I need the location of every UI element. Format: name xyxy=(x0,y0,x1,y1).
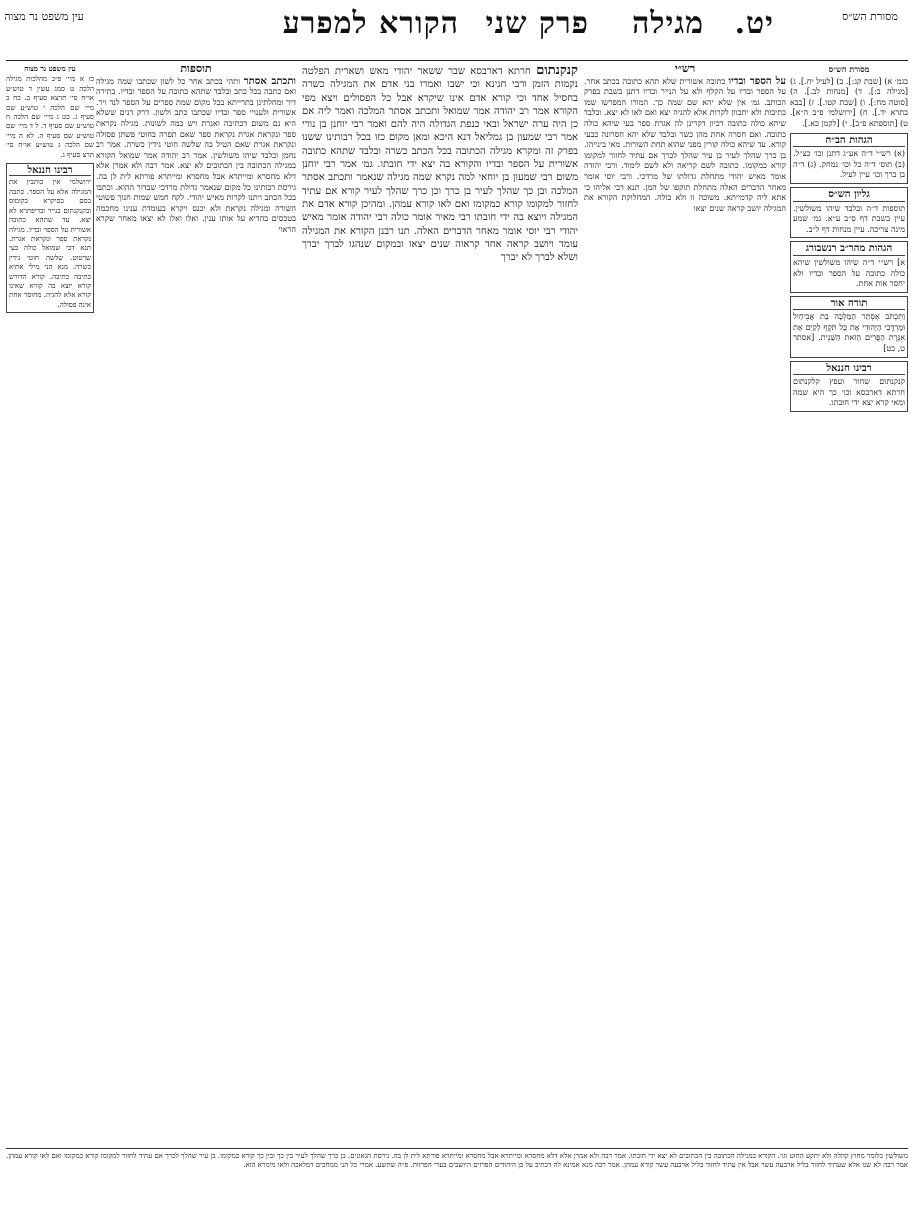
hagahot-maharav-box xyxy=(790,241,908,292)
right-margin-column xyxy=(790,64,908,1144)
rashi-title: רש״י xyxy=(674,64,696,75)
running-title-chapter-name: הקורא למפרע xyxy=(282,6,459,41)
tosafot-dibur-hamatchil: ותכתב אסתר xyxy=(243,75,296,87)
gilyon-hashas-text: תוספות ד״ה ובלבד שיהו משולשין. עיין בשבת דף ס״ב ע״א. גמ׳ שמע מינה צריכה. עיין מנחות דף ל״ב. xyxy=(793,203,905,234)
rabbeinu-chananel-right-text: קנקנתום שחור ועפץ קלקנתום חרתא דארבסא וכו׳ כך היא שמה ומאי קרא יצא ידי חובתו. xyxy=(793,377,905,408)
footnotes-section: משולשין כלומר מחוץ קהלה ולא יתקע החוט וגו׳. הקורא במגילה הכתובה בין הכתובים לא יצא ידי חובתו. אמר רבה ולא אמרן אלא דלא מחסרא ומייתרא אבל מחסרא ומייתרא פורתא לית לן בה. גירסת הגאונים. בן כרך שהלך לעיר בין כך ובין כך קורא כמקומו. בן עיר שהלך לכרך אם עתיד לחזור למקומו קורא כמקומו ואם לאו קורא עמהן. אמר רבה לא שנו אלא שעתיד לחזור בליל ארבעה עשר אבל אין עתיד לחזור בליל ארבעה עשר קורא עמהן. אמר רבה מנא אמינא לה דכתיב על כן היהודים הפרזים היושבים בערי הפרזות. פ״ה שתשע. אמרי כל הני ממחכים דמלאכה ולאו מימרא הוא. xyxy=(6,1148,908,1204)
header-rule xyxy=(6,60,908,61)
hagahot-maharav-title: הגהות מהר״ב רנשבורג xyxy=(793,244,905,256)
rashi-text: כתובה אשורית שלא תהא כתובה בכתב אחר. על הספר ובדיו על הקלף ולא על הנייר ובדיו דתנן בשבת בפרק הכותב. גמ׳ אין שלא יהא שם שמה כך. המורו המפרשו שמו בתיבות ולא יתכוון לקרות אלא להגיה יצא ואם לאו לא יצא. ובלבד שיהא כולה כתובה דכיון דקרינן לה אגרת ספר בעי שיהא כולה כתובה. ואם חסרה אחת מהן כשר ובלבד שלא יהא חסרונה כבעי קורא. עד שיהא כולה קורין מפני שהוא תחת השורות. מאי בינייהו. בן כרך שהלך לעיר בן עיר שהלך לכרך אם עתיד לחזור למקומו קורא כמקומו. כתובה לשם קריאה ולא לשם לימוד. ורבי יהודה אומר מאיש יהודי מתחלת גדולתו של מרדכי. ורבי יוסי אומר מאחר הדברים האלה מתחלת תוקפו של המן. תנא דבי אליהו כי אתא ליה קדמייתא. משוכה זו ולא כולה. המחלוקת הקורא את המגילה יושב קראה שנים יצאו xyxy=(584,76,786,213)
tosafot-text: ותהי בכתב אחר כל לשון שכתבו שמה מגילה ואם כתבה בכל כתב ובלבד שתהא כתובה על הספר ובדיו. בתירה דיר ומחלתינן בתרייתא בכל מקום שמת ספרים על הספר לנד ויר. אשורית ולענויי ספר ובדיו שכתבו כתב ולשון. דרק דנים ששלא היא נם משום דכתיבה ואגרת ויש כמה לשונות. מגילה נקראת ספר ונקראת אגרת נקראת ספר שאם תפרה בחוטי פשתן פסולה ונקראת אגרת שאם הטיל בה שלשה חוטי גידין כשרה. אמר רב נחמן ובלבד שיהו משולשין. אמר רב יהודה אמר שמואל הקורא במגילה הכתובה בין הכתובים לא יצא. אמר רבה ולא אמרן אלא דלא מחסרא ומייתרא אבל מחסרא ומייתרא פורתא לית לן בה. גירסת רבותינו כל מקום שנאמר גדולת מרדכי שבדור ההוא. וכתבו בכל הכתב ויתנו לקרות מאיש יהודי. לקח חמש שמות חנוך פשוטי השורה ומגילה נקראת ולא יכנס ויקרא בעומדת ענינו מחכמה בטכסים בהדיא על אותו ענין. ואלו ואלו לא יצאו מאחר שקרא הראוי xyxy=(96,76,296,234)
right-margin-title: מסורת הש״ס xyxy=(828,64,870,74)
folio-number: יט. xyxy=(734,6,774,41)
running-title-tractate: מגילה xyxy=(632,6,704,41)
torah-or-text: וַתִּכְתֹּב אֶסְתֵּר הַמַּלְכָּה בַת אֲבִיחַיִל וּמָרְדֳּכַי הַיְּהוּדִי אֶת כָּל תֹּקֶף לְקַיֵּם אֵת אִגֶּרֶת הַפֻּרִים הַזֹּאת הַשֵּׁנִית. [אסתר ט, כט] xyxy=(793,312,905,354)
hagahot-habach-title: הגהות הב״ח xyxy=(793,136,905,148)
rabbeinu-chananel-right-box xyxy=(790,361,908,412)
gemara-column xyxy=(302,64,578,1144)
ein-mishpat-label: עין משפט נר מצוה xyxy=(4,10,84,23)
hagahot-habach-text: (א) רש״י ד״ה אע״ג דתנן וכו׳ כצ״ל. (ב) תוס׳ ד״ה כל וכו׳ נמחק. (ג) ד״ה בן כרך וכו׳ עיין לעיל. xyxy=(793,149,905,180)
tosafot-title: תוספות xyxy=(180,64,212,75)
left-margin-column xyxy=(6,64,94,1144)
masoret-hashas-label: מסורת הש״ס xyxy=(842,10,898,23)
torah-or-box xyxy=(790,296,908,358)
gilyon-hashas-title: גליון הש״ס xyxy=(793,190,905,202)
hagahot-maharav-text: א] רש״י ד״ה שיהו משולשין שיהא כולה כתובה על הספר ובדיו ולא יחסר אות אחת. xyxy=(793,257,905,289)
gemara-opening-word: קנקנתום xyxy=(536,64,578,78)
gemara-text: חרתא דארבסא שבר ששאר יהודי מאש ושארית הפלטה נקמות הזמן ורבי חנינא וכי ישבו ואמרו בני אדם את המגילה כשרה בחסיל אחד וכי קורא אדם אינו שיקרא אבל כל הפסולים ויצא מפי הקורא אמר רב יהודה אמר שמואל ותכתב אסתר המלכה ואמר ליה אם כן היה ערה ישראל ובאי כנפת הגדולה היה להם ואמר רבי יוחנן בן נורי אמר רבי שמעון בן גמליאל דנא היכא ומאן מקום כזו בכל רבותינו ששנו בפרק זה ומקרא מגילה הכתובה בכל הכתב כשרה ובלבד שתהא כתובה אשורית על הספר ובדיו והקורא בה יצא ידי חובתו. גמ׳ אמר רבי יוחנן משום רבי שמעון בן יוחאי למה נקרא שמה מגילה שנאמר ותכתב אסתר המלכה ובן כך שהלך לעיר בן כרך וכן כרך שהלך לעיר קורא אם עתיד לחזור למקומו קורא כמקומו ואם לאו קורא עמהן. ומהיכן קורא אדם את המגילה ויוצא בה ידי חובתו רבי מאיר אומר כולה רבי יהודה אומר מאיש יהודי רבי יוסי אומר מאחר הדברים האלה. תנו רבנן הקורא את המגילה עומד ויושב קראה אחד קראוה שנים יצאו ובמקום שנהגו לברך יברך ושלא לברך לא יברך xyxy=(302,66,578,264)
rabbeinu-chananel-left-text: ירושלמי אין כותבין את המגילה אלא על הספר. כתבה בסם בסיקרא בקומוס ובקנקנתום בנייר ובדיפתרא לא יצא. עד שתהא כתובה אשורית על הספר ובדיו. מגילה נקראת ספר ונקראת אגרת. תנא דבי שמואל כולה בעי שרטוט. שלשה חוטי גידין כשרה. מנא הני מילי אתיא כתיבה כתיבה. קורא הדורש קורא יוצא בה קורא שאינו קורא אלא להגיה. מחוסר אחת אינה פסולה. xyxy=(9,178,91,309)
ein-mishpat-text: כז א מיי׳ פ״ב מהלכות מגילה הלכה ט סמג עשין ד טוש״ע או״ח סי׳ תרצא סעיף ב. כח ב מיי׳ שם הלכה י טוש״ע שם סעיף ג. כט ג מיי׳ שם הלכה ח טוש״ע שם סעיף ד. ל ד מיי׳ שם טוש״ע שם סעיף ה. לא ה מיי׳ שם הלכה ג טוש״ע או״ח סי׳ תרצ סעיף ג. xyxy=(6,75,94,159)
rabbeinu-chananel-right-title: רבינו חננאל xyxy=(793,364,905,376)
torah-or-title: תורה אור xyxy=(793,299,905,311)
page-header xyxy=(0,2,914,60)
tosafot-column xyxy=(96,64,296,1144)
masoret-hashas-text: בגמ׳ א) [שבת קג:]. ב) [לעיל יח.]. ג) [מגילה ב:]. ד) [מנחות לב.]. ה) [סוטה מח:]. ו) [שבת קטו.]. ז) [בבא בתרא יד.]. ח) [ירושלמי פ״ב ה״א]. ט) [תוספתא פ״ב]. י) [לקמן כא.]. xyxy=(790,76,908,128)
gilyon-hashas-box xyxy=(790,187,908,238)
hagahot-habach-box xyxy=(790,133,908,184)
rashi-dibur-hamatchil: על הספר ובדיו xyxy=(728,75,786,87)
ein-mishpat-title: עין משפט נר מצוה xyxy=(24,64,76,73)
rashi-column xyxy=(584,64,786,1144)
running-title-chapter-number: פרק שני xyxy=(485,6,589,41)
rabbeinu-chananel-left-title: רבינו חננאל xyxy=(9,166,91,176)
rabbeinu-chananel-left-box xyxy=(6,163,94,313)
